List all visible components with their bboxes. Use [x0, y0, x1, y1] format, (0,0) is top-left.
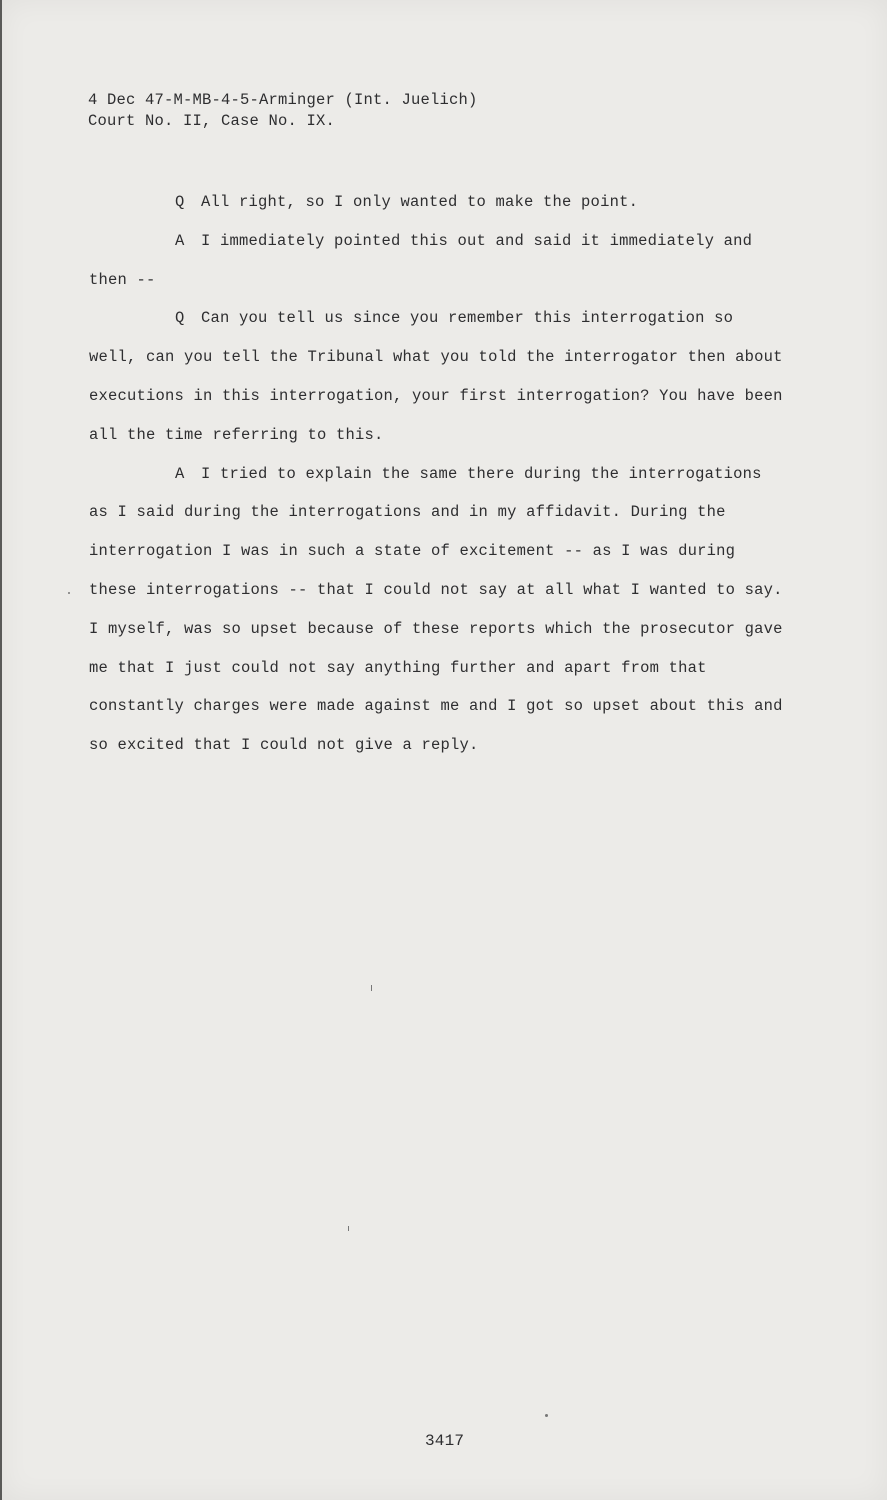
paragraph-text: I tried to explain the same there during the interrogations as I said during the interrogations and in my affidavit. During the interrogation I was in such a state of excitement -- as I was during these interrogations -- that I could not say at all what I wanted to say. I myself, was so upset because of these reports which the prosecutor gave me that I just could not say anything further and apart from that constantly charges were made against me and I got so upset about this and so excited that I could not give a reply. — [89, 464, 783, 755]
transcript-paragraph — [89, 455, 789, 765]
speaker-marker: Q — [175, 193, 185, 211]
paragraph-text: Can you tell us since you remember this interrogation so well, can you tell the Tribunal what you told the interrogator then about executions in this interrogation, your first interrogation? You have been all the time referring to this. — [89, 309, 783, 444]
paragraph-text: All right, so I only wanted to make the point. — [201, 193, 639, 211]
speaker-marker: Q — [175, 309, 185, 328]
paper-speck — [348, 1226, 349, 1231]
paper-speck — [371, 985, 372, 991]
document-page — [2, 0, 887, 1500]
speaker-marker: A — [175, 464, 185, 483]
paper-speck — [545, 1414, 548, 1417]
transcript-body — [89, 183, 789, 765]
speaker-marker: A — [175, 231, 185, 250]
page-number: 3417 — [425, 1432, 465, 1450]
document-header — [88, 90, 478, 132]
header-line-court-case: Court No. II, Case No. IX. — [88, 112, 336, 130]
transcript-paragraph — [89, 222, 789, 300]
paragraph-text: I immediately pointed this out and said it immediately and then -- — [89, 231, 753, 289]
paper-speck — [68, 592, 70, 594]
header-line-date-reference: 4 Dec 47-M-MB-4-5-Arminger (Int. Juelich) — [88, 91, 478, 109]
transcript-paragraph — [89, 299, 789, 454]
transcript-paragraph — [89, 183, 789, 222]
